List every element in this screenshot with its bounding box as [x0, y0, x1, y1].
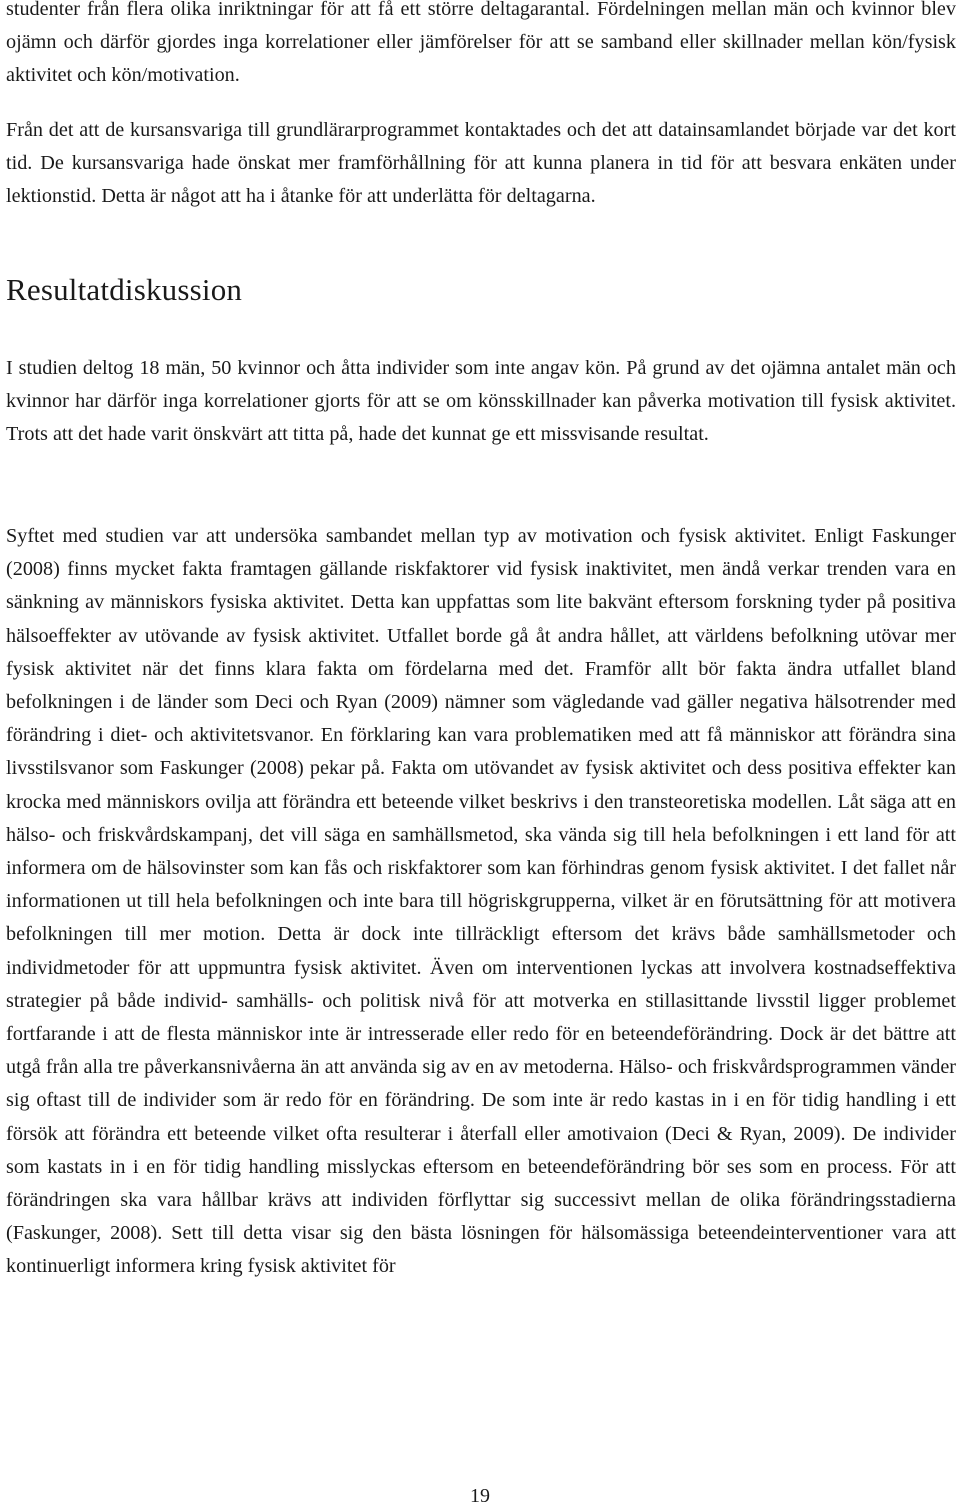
paragraph-method-limitations: studenter från flera olika inriktningar för att få ett större deltagarantal. Fördelningen mellan män och kvinnor blev ojämn och därför gjordes inga korrelationer eller jämförelser för att se samband eller skillnader mellan kön/fysisk aktivitet och kön/motivation. [6, 0, 956, 87]
paragraph-participants: I studien deltog 18 män, 50 kvinnor och åtta individer som inte angav kön. På grund av det ojämna antalet män och kvinnor har därför inga korrelationer gjorts för att se om könsskillnader kan påverka motivation till fysisk aktivitet. Trots att det hade varit önskvärt att titta på, hade det kunnat ge ett missvisande resultat. [6, 357, 956, 446]
section-heading: Resultatdiskussion [6, 272, 243, 307]
page-number: 19 [470, 1485, 490, 1507]
paragraph-discussion: Syftet med studien var att undersöka sambandet mellan typ av motivation och fysisk aktivitet. Enligt Faskunger (2008) finns mycket fakta framtagen gällande riskfaktorer vid fysisk inaktivitet, men ändå verkar trenden vara en sänkning av människors fysiska aktivitet. Detta kan uppfattas som lite bakvänt eftersom forskning tyder på positiva hälsoeffekter av utövande av fysisk aktivitet. Utfallet borde gå åt andra hållet, att världens befolkning utövar mer fysisk aktivitet när det finns klara fakta om fördelarna med det. Framför allt bör fakta ändra utfallet bland befolkningen i de länder som Deci och Ryan (2009) nämner som vägledande vad gäller negativa hälsotrender med förändring i diet- och aktivitetsvanor. En förklaring kan vara problematiken med att få människor att förändra sina livsstilsvanor som Faskunger (2008) pekar på. Fakta om utövandet av fysisk aktivitet och dess positiva effekter kan krocka med människors ovilja att förändra ett beteende vilket beskrivs i den transteoretiska modellen. Låt säga att en hälso- och friskvårdskampanj, det vill säga en samhällsmetod, ska vända sig till hela befolkningen i ett land för att informera om de hälsovinster som kan fås och riskfaktorer som kan förhindras genom fysisk aktivitet. I det fallet når informationen ut till hela befolkningen och inte bara till högriskgrupperna, vilket är en förutsättning för att motivera befolkningen till mer motion. Detta är dock inte tillräckligt eftersom det krävs både samhällsmetoder och individmetoder för att uppmuntra fysisk aktivitet. Även om interventionen lyckas att involvera kostnadseffektiva strategier på både individ- samhälls- och politisk nivå för att motverka en stillasittande livsstil ligger problemet fortfarande i att de flesta människor inte är intresserade eller redo för en beteendeförändring. Dock är det bättre att utgå från alla tre påverkansnivåerna än att använda sig av en av metoderna. Hälso- och friskvårdsprogrammen vänder sig oftast till de individer som är redo för en förändring. De som inte är redo kastas in i en för tidig handling i ett försök att förändra ett beteende vilket ofta resulterar i återfall eller amotivaion (Deci & Ryan, 2009). De individer som kastats in i en för tidig handling misslyckas eftersom en beteendeförändring bör ses som en process. För att förändringen ska vara hållbar krävs att individen förflyttar sig successivt mellan de olika förändringsstadierna (Faskunger, 2008). Sett till detta visar sig den bästa lösningen för hälsomässiga beteendeinterventioner vara att kontinuerligt informera kring fysisk aktivitet för [6, 525, 956, 1278]
document-page [6, 0, 956, 1509]
paragraph-data-collection: Från det att de kursansvariga till grundlärarprogrammet kontaktades och det att datainsamlandet började var det kort tid. De kursansvariga hade önskat mer framförhållning för att kunna planera in tid för att besvara enkäten under lektionstid. Detta är något att ha i åtanke för att underlätta för deltagarna. [6, 119, 956, 208]
